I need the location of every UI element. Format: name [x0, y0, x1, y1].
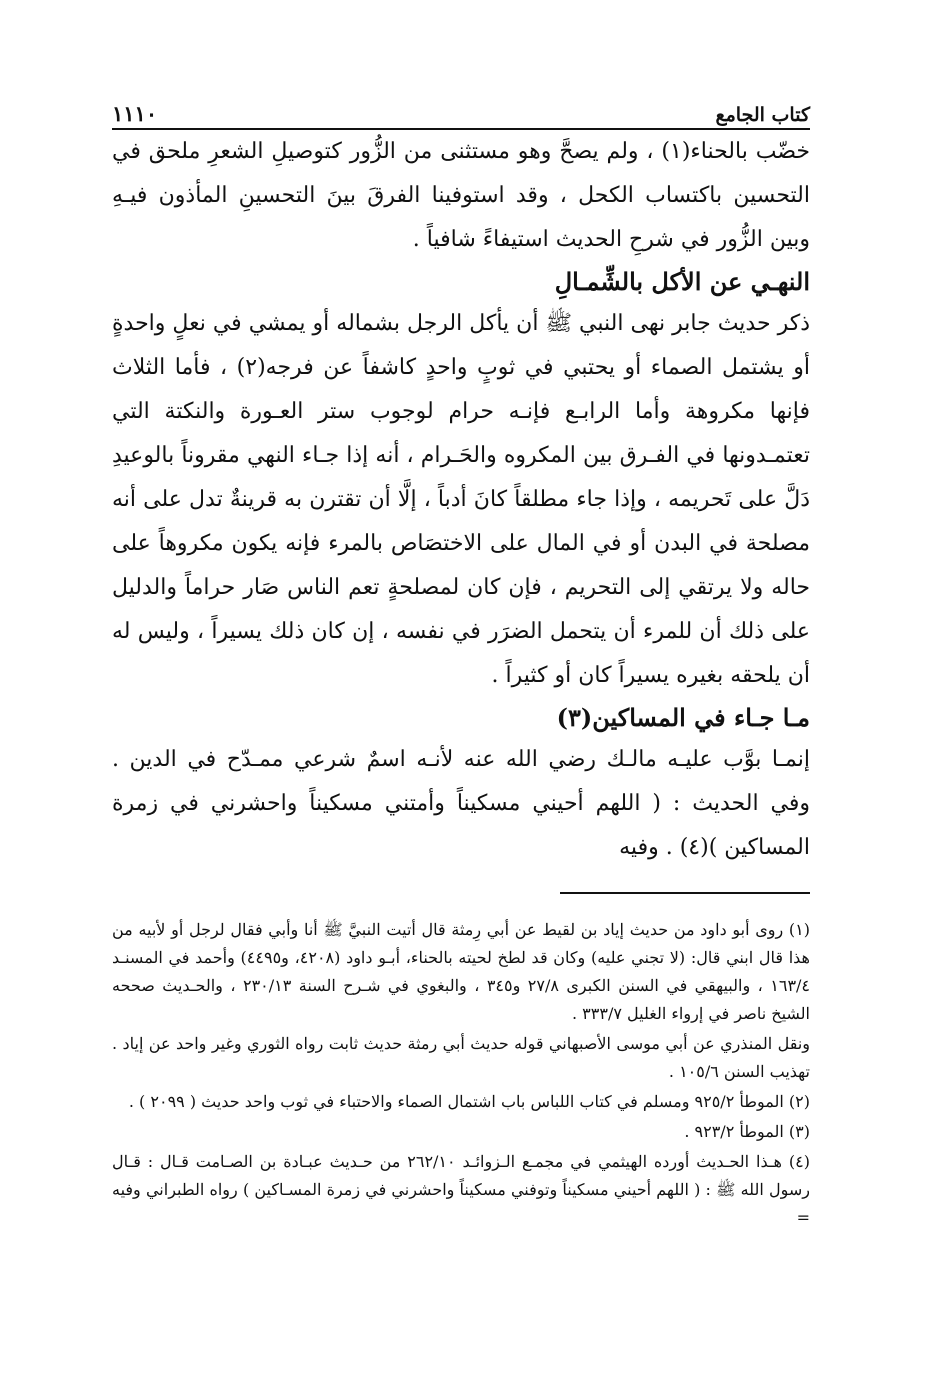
footnote-3 — [112, 1118, 810, 1146]
footnote-text: روى أبو داود من حديث إياد بن لقيط عن أبي رِمثة قال أتيت النبيَّ ﷺ أنا وأبي فقال لرجل أو لأبيه من هذا قال ابني قال: (لا تجني عليه) وكان قد لطخ لحيته بالحناء، أبـو داود (٤٢٠٨، و٤٤٩٥) وأحمد في المسنـد ١٦٣/٤ ، والبيهقي في السنن الكبرى ٢٧/٨ و٣٤٥ ، والبغوي في شـرح السنة ٢٣٠/١٣ ، والحـديث صححه الشيخ ناصر في إرواء الغليل ٣٣٣/٧ . — [112, 920, 811, 1023]
footnote-marker: (٢) — [788, 1092, 810, 1111]
footnote-text: ونقل المنذري عن أبي موسى الأصبهاني قوله حديث أبي رمثة حديث ثابت رواه الثوري وغير واحد عن إياد . تهذيب السنن ١٠٥/٦ . — [112, 1034, 810, 1081]
footnote-text: الموطأ ٩٢٥/٢ ومسلم في كتاب اللباس باب اشتمال الصماء والاحتباء في ثوب واحد حديث ( ٢٠٩٩ ) . — [128, 1092, 784, 1111]
book-title: كتاب الجامع — [715, 104, 810, 126]
paragraph-the-poor: إنمـا بوَّب عليـه مالـك رضي الله عنه لأنـه اسمٌ شرعي ممـدّح في الدين . وفي الحديث : ( اللهم أحيني مسكيناً وأمتني مسكيناً واحشرني في زمرة المساكين )(٤) . وفيه — [112, 747, 810, 860]
footnote-separator — [560, 892, 810, 894]
footnote-text: هـذا الحـديث أورده الهيثمي في مجمـع الـزوائـد ٢٦٢/١٠ من حـديث عبـادة بن الصـامت قـال : قـال رسول الله ﷺ : ( اللهم أحيني مسكيناً وتوفني مسكيناً واحشرني في زمرة المسـاكين ) رواه الطبراني وفيه = — [112, 1152, 810, 1227]
footnote-4 — [112, 1148, 810, 1232]
footnote-marker: (٣) — [788, 1122, 810, 1141]
footnote-marker: (١) — [788, 920, 810, 939]
book-page — [112, 98, 810, 1234]
footnote-marker: (٤) — [788, 1152, 810, 1171]
page-number: ١١١٠ — [112, 101, 158, 126]
section-title-left-hand-eating: النهـي عن الأكل بالشِّمـالِ — [554, 267, 810, 296]
footnote-1-continued — [112, 1030, 810, 1086]
section-title-the-poor: مـا جـاء في المساكين(٣) — [556, 703, 810, 732]
footnote-2 — [112, 1088, 810, 1116]
paragraph-henna: خضّب بالحناء(١) ، ولم يصحَّ وهو مستثنى من الزُّور كتوصيلِ الشعرِ ملحق في التحسين باكتساب الكحل ، وقد استوفينا الفرقَ بينَ التحسينِ المأذون فيـهِ وبين الزُّور في شرحِ الحديث استيفاءً شافياً . — [112, 139, 811, 252]
footnotes — [112, 916, 810, 1232]
running-header — [112, 98, 810, 130]
paragraph-left-hand-eating: ذكر حديث جابر نهى النبي ﷺ أن يأكل الرجل بشماله أو يمشي في نعلٍ واحدةٍ أو يشتمل الصماء أو يحتبي في ثوبٍ واحدٍ كاشفاً عن فرجه(٢) ، فأما الثلاث فإنها مكروهة وأما الرابـع فإنـه حرام لوجوب ستر العـورة والنكتة التي تعتمـدونها في الفـرق بين المكروه والحَـرام ، أنه إذا جـاء النهي مقروناً بالوعيدِ دَلَّ على تَحريمه ، وإذا جاء مطلقاً كانَ أدباً ، إلَّا أن تقترن به قرينةٌ تدل على أنه مصلحة في البدن أو في المال على الاختصَاص بالمرء فإنه يكون مكروهاً على حاله ولا يرتقي إلى التحريم ، فإن كان لمصلحةٍ تعم الناس صَار حراماً والدليل على ذلك أن للمرء أن يتحمل الضرَر في نفسه ، إن كان ذلك يسيراً ، وليس له أن يلحقه بغيره يسيراً كان أو كثيراً . — [112, 311, 810, 688]
footnote-1 — [112, 916, 810, 1028]
footnote-text: الموطأ ٩٢٣/٢ . — [684, 1122, 784, 1141]
